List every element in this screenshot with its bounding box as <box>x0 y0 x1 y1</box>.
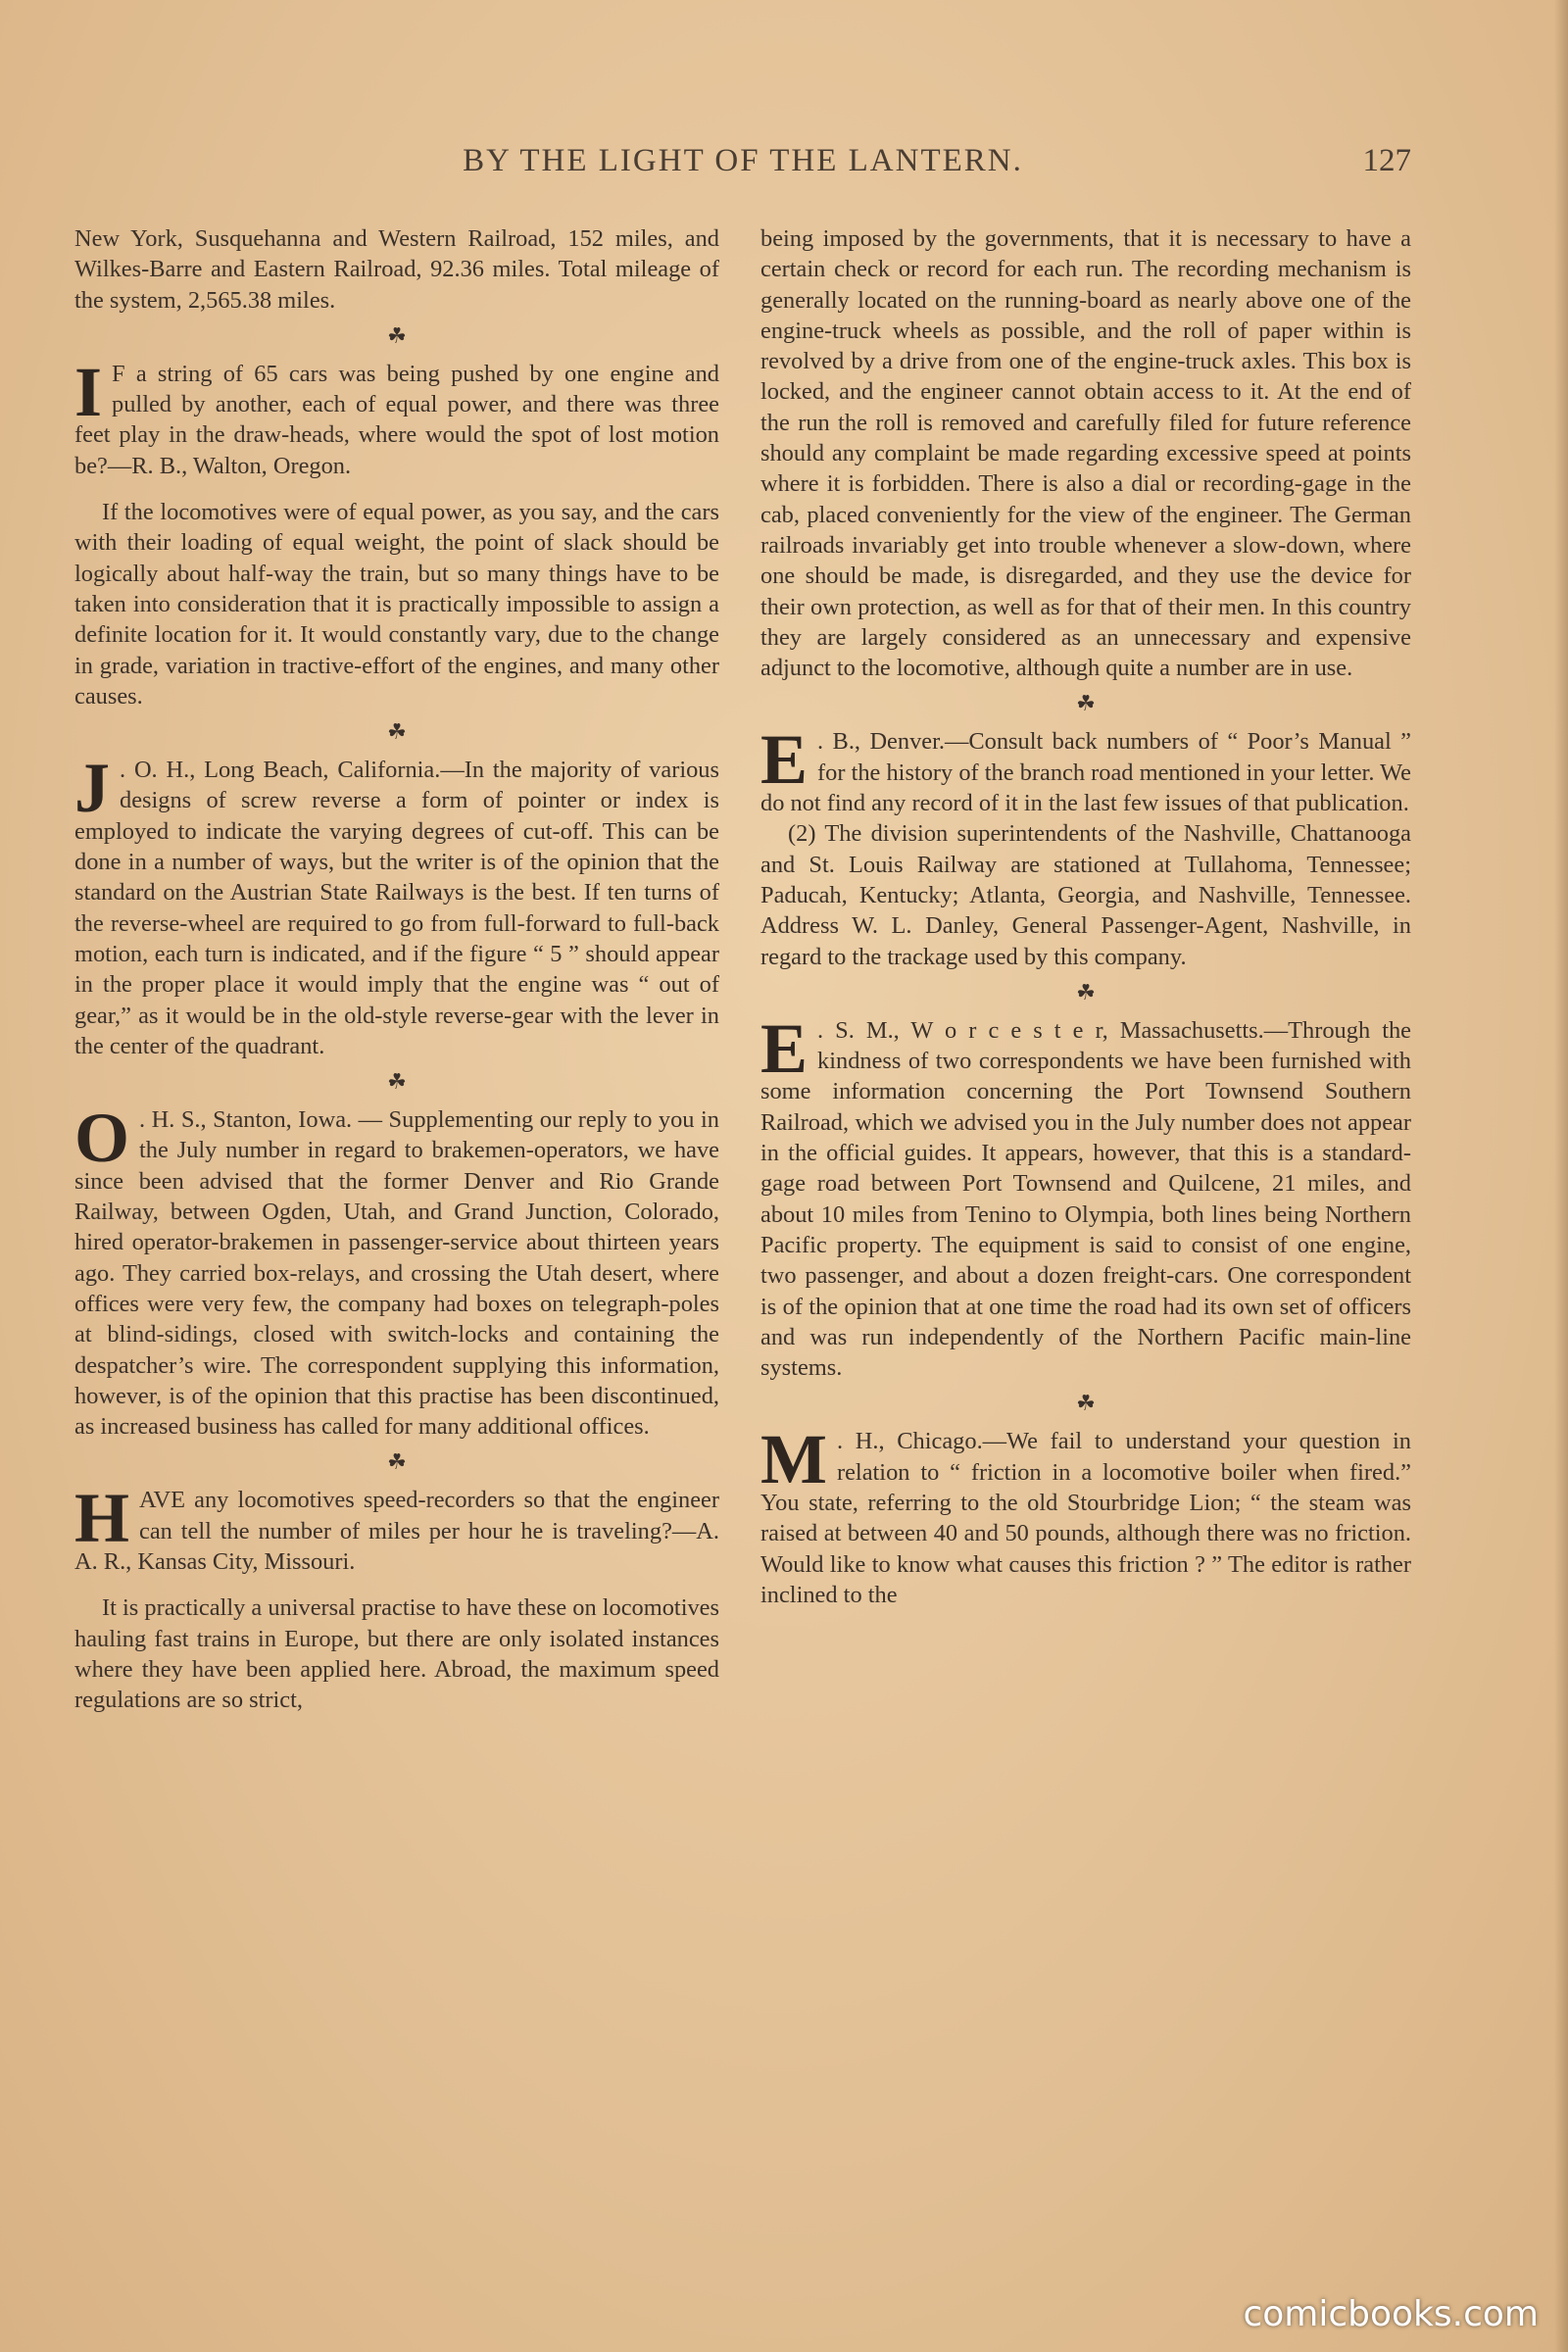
question-text: AVE any locomotives speed-recorders so that the engineer can tell the number of miles per hour he is traveling?—A. A. R., Kansas City, Missouri. <box>74 1487 719 1575</box>
drop-cap: E <box>760 720 808 800</box>
question-text: . O. H., Long Beach, California.—In the majority of various designs of screw reverse a form of pointer or index is employed to indicate the varying degrees of cut-off. This can be done in a number of ways, but the writer is of the opinion that the standard on the Austrian State Railways is the best. If ten turns of the reverse-wheel are required to go from full-forward to full-back motion, each turn is indicated, and if the figure “ 5 ” should appear in the proper place it would imply that the engine was “ out of gear,” as it would be in the old-style reverse-gear with the lever in the center of the quadrant. <box>74 757 719 1059</box>
drop-cap: O <box>74 1099 130 1178</box>
right-column <box>760 223 1411 1610</box>
paragraph-continued: being imposed by the governments, that it is necessary to have a certain check or record for each run. The recording mechanism is generally located on the running-board as nearly above one of the engine-truck wheels as possible, and the roll of paper within is revolved by a drive from one of the engine-truck axles. This box is locked, and the engineer cannot obtain access to it. At the end of the run the roll is removed and carefully filed for future reference should any complaint be made regarding excessive speed at points where it is forbidden. There is also a dial or recording-gage in the cab, placed conveniently for the view of the engineer. The German railroads invariably get into trouble whenever a slow-down, where one should be made, is disregarded, and they use the device for their own protection, as well as for that of their men. In this country they are largely considered as an unnecessary and expensive adjunct to the locomotive, although quite a number are in use. <box>760 225 1411 682</box>
separator-ornament: ☘ <box>387 322 407 348</box>
question-text: . S. M., W o r c e s t e r, Massachusetts.—Through the kindness of two correspondents we have been furnished with some information concerning the Port Townsend Southern Railroad, which we advised you in the July number does not appear in the official guides. It appears, however, that this is a standard-gage road between Port Townsend and Quilcene, 21 miles, and about 10 miles from Tenino to Olympia, both lines being Northern Pacific property. The equipment is said to consist of one engine, two passenger, and about a dozen freight-cars. One correspondent is of the opinion that at one time the road had its own set of officers and was run independently of the Northern Pacific main-line systems. <box>760 1016 1411 1382</box>
drop-cap: E <box>760 1008 808 1088</box>
left-column <box>74 223 719 1715</box>
paragraph-continued: New York, Susquehanna and Western Railroad, 152 miles, and Wilkes-Barre and Eastern Railroad, 92.36 miles. Total mileage of the system, 2,565.38 miles. <box>74 225 719 314</box>
question-port-townsend <box>760 1008 1411 1384</box>
drop-cap: H <box>74 1479 130 1558</box>
watermark: comicbooks.com <box>1243 2294 1539 2334</box>
separator-ornament: ☘ <box>387 1449 407 1475</box>
question-speed-recorders <box>74 1479 719 1577</box>
question-branch-road <box>760 720 1411 818</box>
page-number: 127 <box>1362 143 1411 178</box>
question-text: . H., Chicago.—We fail to understand your question in relation to “ friction in a locomotive boiler when fired.” You state, referring to the old Stourbridge Lion; “ the steam was raised at between 40 and 50 pounds, although there was no friction. Would like to know what causes this friction ? ” The editor is rather inclined to the <box>760 1428 1411 1608</box>
drop-cap: J <box>74 749 110 828</box>
separator-ornament: ☘ <box>1076 691 1096 716</box>
question-text: F a string of 65 cars was being pushed by one engine and pulled by another, each of equal power, and there was three feet play in the draw-heads, where would the spot of lost motion be?—R. B., Walton, Oregon. <box>74 360 719 479</box>
page-header <box>74 143 1411 186</box>
drop-cap: M <box>760 1420 827 1499</box>
separator-ornament: ☘ <box>1076 1391 1096 1416</box>
question-text: . H. S., Stanton, Iowa. — Supplementing our reply to you in the July number in regard to brakemen-operators, we have since been advised that the former Denver and Rio Grande Railway, between Ogden, Utah, and Grand Junction, Colorado, hired operator-brakemen in passenger-service about thirteen years ago. They carried box-relays, and crossing the Utah desert, where offices were very few, the company had boxes on telegraph-poles at blind-sidings, closed with switch-locks and containing the despatcher’s wire. The correspondent supplying this information, however, is of the opinion that this practise has been discontinued, as increased business has called for many additional offices. <box>74 1106 719 1441</box>
drop-cap: I <box>74 352 103 431</box>
separator-ornament: ☘ <box>387 1069 407 1095</box>
running-head: BY THE LIGHT OF THE LANTERN. <box>463 143 1023 178</box>
question-text: . B., Denver.—Consult back numbers of “ Poor’s Manual ” for the history of the branch road mentioned in your letter. We do not find any record of it in the last few issues of that publication. <box>760 728 1411 817</box>
separator-ornament: ☘ <box>1076 979 1096 1004</box>
question-lost-motion <box>74 352 719 481</box>
answer-paragraph: (2) The division superintendents of the Nashville, Chattanooga and St. Louis Railway are stationed at Tullahoma, Tennessee; Paducah, Kentucky; Atlanta, Georgia, and Nashville, Tennessee. Address W. L. Danley, General Passenger-Agent, Nashville, in regard to the trackage used by this company. <box>760 820 1411 970</box>
answer-paragraph: If the locomotives were of equal power, as you say, and the cars with their loading of equal weight, the point of slack should be logically about half-way the train, but so many things have to be taken into consideration that it is practically impossible to assign a definite location for it. It would constantly vary, due to the change in grade, variation in tractive-effort of the engines, and many other causes. <box>74 499 719 710</box>
question-screw-reverse <box>74 749 719 1061</box>
answer-paragraph: It is practically a universal practise to have these on locomotives hauling fast trains in Europe, but there are only isolated instances where they have been applied here. Abroad, the maximum speed regulations are so strict, <box>74 1594 719 1714</box>
page-edge-shadow <box>1554 0 1568 2352</box>
separator-ornament: ☘ <box>387 719 407 745</box>
question-boiler-friction <box>760 1420 1411 1610</box>
question-brakemen-operators <box>74 1099 719 1442</box>
